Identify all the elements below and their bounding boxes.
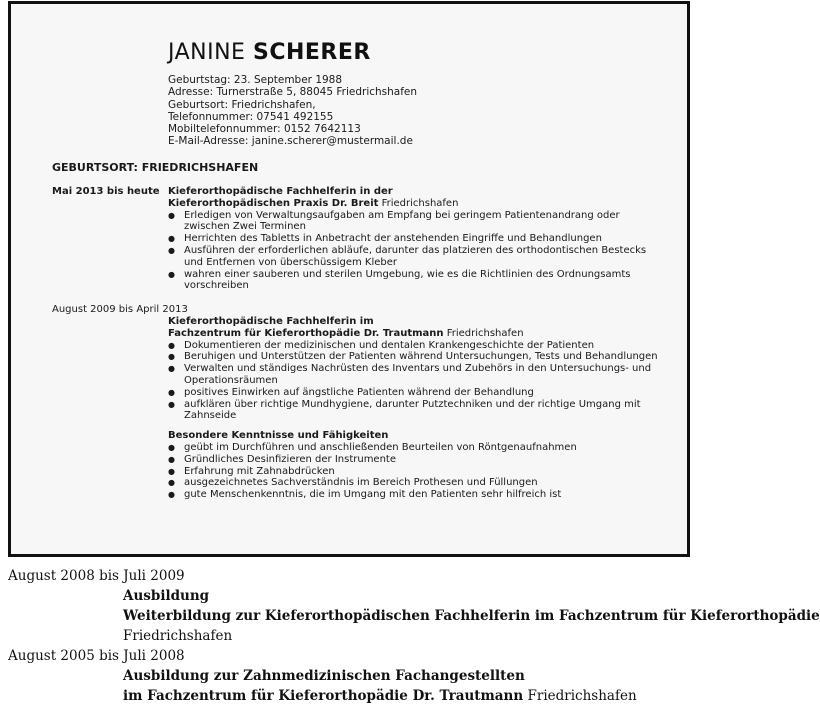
entry-1-title-line2 [168, 198, 658, 210]
outside-heading-2: Ausbildung zur Zahnmedizinischen Fachangestellten [123, 668, 525, 684]
entry-date-2: August 2009 bis April 2013 [52, 304, 188, 315]
entry-2-title-line1: Kieferorthopädische Fachhelferin im [168, 316, 374, 327]
outside-heading-1: Ausbildung [123, 588, 210, 604]
entry-2-title-line2 [168, 328, 658, 340]
skills-list [168, 442, 658, 501]
entry-1-city: Friedrichshafen [378, 197, 459, 209]
list-item: ● aufklären über richtige Mundhygiene, darunter Putztechniken und der richtige Umgang mit Zahnseide [168, 399, 658, 423]
entry-1-title-line1: Kieferorthopädische Fachhelferin in der [168, 186, 393, 197]
entry-2-city: Friedrichshafen [443, 327, 524, 339]
outside-city-1: Friedrichshafen [123, 628, 233, 644]
list-item: ● Verwalten und ständiges Nachrüsten des Inventars und Zubehörs in den Untersuchungs- und Operationsräumen [168, 363, 658, 387]
entry-2 [168, 316, 658, 501]
contact-birthday: Geburtstag: 23. September 1988 [168, 74, 343, 86]
entry-1 [168, 186, 658, 292]
list-item: ● Beruhigen und Unterstützen der Patienten während Untersuchungen, Tests und Behandlungen [168, 351, 658, 363]
list-item: ● Erfahrung mit Zahnabdrücken [168, 466, 658, 478]
outside-detail-2-city: Friedrichshafen [523, 688, 637, 704]
contact-block [168, 74, 417, 148]
outside-detail-2 [123, 688, 637, 704]
entry-1-bullets [168, 210, 658, 293]
contact-mobile: Mobiltelefonnummer: 0152 7642113 [168, 123, 361, 136]
list-item: ● Dokumentieren der medizinischen und dentalen Krankengeschichte der Patienten [168, 340, 658, 352]
contact-birthplace: Geburtsort: Friedrichshafen, [168, 98, 316, 111]
list-item: ● Gründliches Desinfizieren der Instrumente [168, 454, 658, 466]
candidate-name [168, 40, 371, 65]
outside-date-1: August 2008 bis Juli 2009 [8, 568, 185, 584]
contact-address: Adresse: Turnerstraße 5, 88045 Friedrichshafen [168, 86, 418, 99]
outside-detail-1: Weiterbildung zur Kieferorthopädischen Fachhelferin im Fachzentrum für Kieferorthopädie [123, 608, 820, 624]
skills-title: Besondere Kenntnisse und Fähigkeiten [168, 430, 389, 442]
outside-detail-2-employer: im Fachzentrum für Kieferorthopädie Dr. Trautmann [123, 688, 524, 704]
section-title: GEBURTSORT: FRIEDRICHSHAFEN [52, 161, 259, 174]
list-item: ● Ausführen der erforderlichen abläufe, darunter das platzieren des orthodontischen Bestecks und Entfernen von überschüssigem Kleber [168, 245, 658, 269]
first-name: JANINE [168, 40, 246, 65]
list-item: ● positives Einwirken auf ängstliche Patienten während der Behandlung [168, 387, 658, 399]
entry-1-employer: Kieferorthopädischen Praxis Dr. Breit [168, 197, 379, 209]
outside-date-2: August 2005 bis Juli 2008 [8, 648, 185, 664]
contact-email: E-Mail-Adresse: janine.scherer@mustermail.de [168, 135, 413, 148]
list-item: ● ausgezeichnetes Sachverständnis im Bereich Prothesen und Füllungen [168, 477, 658, 489]
contact-phone: Telefonnummer: 07541 492155 [168, 110, 334, 123]
list-item: ● Herrichten des Tabletts in Anbetracht der anstehenden Eingriffe und Behandlungen [168, 233, 658, 245]
entry-date-1: Mai 2013 bis heute [52, 186, 160, 197]
entry-2-bullets [168, 340, 658, 423]
list-item: ● gute Menschenkenntnis, die im Umgang mit den Patienten sehr hilfreich ist [168, 489, 658, 501]
list-item: ● geübt im Durchführen und anschließenden Beurteilen von Röntgenaufnahmen [168, 442, 658, 454]
list-item: ● wahren einer sauberen und sterilen Umgebung, wie es die Richtlinien des Ordnungsamts vorschreiben [168, 269, 658, 293]
last-name: SCHERER [252, 40, 371, 65]
entry-2-employer: Fachzentrum für Kieferorthopädie Dr. Trautmann [168, 327, 444, 339]
list-item: ● Erledigen von Verwaltungsaufgaben am Empfang bei geringem Patientenandrang oder zwischen Zwei Terminen [168, 210, 658, 234]
